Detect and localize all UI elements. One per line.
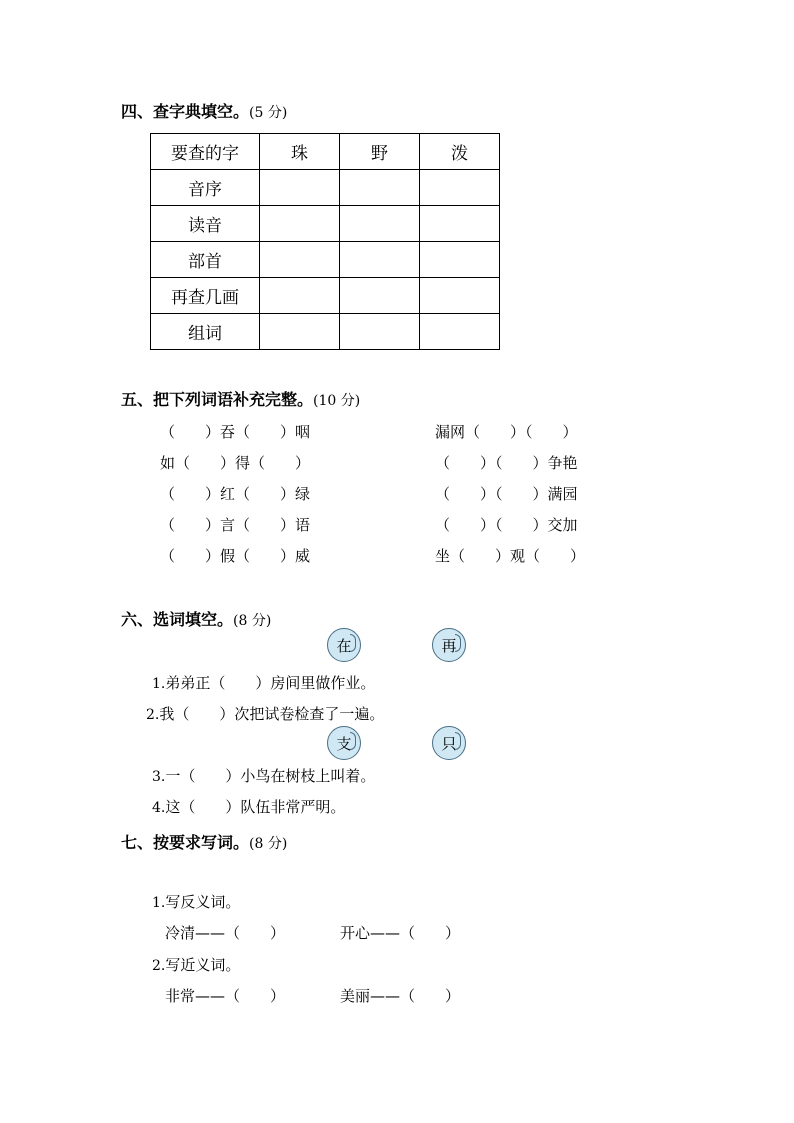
- synonym-item: 非常——（ ）: [165, 987, 286, 1005]
- prompt-number: 1.: [152, 895, 166, 911]
- section-7-title: 七、按要求写词。: [121, 833, 250, 852]
- antonym-item: 开心——（ ）: [340, 924, 461, 942]
- question-text: 我（ ）次把试卷检查了一遍。: [159, 705, 385, 723]
- answer-cell[interactable]: [420, 278, 500, 314]
- table-row: [151, 278, 500, 314]
- idiom-item: （ ）（ ）满园: [435, 485, 578, 503]
- question-2: [146, 703, 384, 724]
- answer-cell[interactable]: [260, 314, 340, 350]
- idiom-item: 漏网（ ）（ ）: [435, 423, 578, 441]
- choice-bubble: [327, 628, 361, 662]
- row-label: 再查几画: [151, 278, 260, 314]
- answer-cell[interactable]: [340, 170, 420, 206]
- row-label: 部首: [151, 242, 260, 278]
- idiom-item: （ ）（ ）交加: [435, 516, 578, 534]
- answer-cell[interactable]: [420, 206, 500, 242]
- section-6-title: 六、选词填空。: [121, 610, 234, 629]
- idiom-item: 坐（ ）观（ ）: [435, 547, 586, 565]
- question-number: 3.: [152, 769, 166, 785]
- question-number: 2.: [146, 707, 160, 723]
- choice-bubble: [327, 726, 361, 760]
- choice-bubble: [432, 628, 466, 662]
- row-label: 音序: [151, 170, 260, 206]
- question-1: [152, 672, 375, 693]
- synonym-item: 美丽——（ ）: [340, 987, 461, 1005]
- choice-word: 只: [441, 734, 457, 753]
- idiom-item: （ ）假（ ）威: [160, 547, 311, 565]
- idiom-item: （ ）红（ ）绿: [160, 485, 311, 503]
- answer-cell[interactable]: [260, 206, 340, 242]
- question-number: 1.: [152, 676, 166, 692]
- prompt-1: [152, 891, 240, 912]
- table-header-cell: 泼: [420, 134, 500, 170]
- choice-word: 再: [441, 636, 457, 655]
- choice-bubble: [432, 726, 466, 760]
- question-3: [152, 765, 375, 786]
- question-text: 一（ ）小鸟在树枝上叫着。: [165, 767, 376, 785]
- table-row: [151, 170, 500, 206]
- section-6-points: (8 分): [233, 613, 272, 629]
- section-4-points: (5 分): [249, 105, 288, 121]
- row-label: 读音: [151, 206, 260, 242]
- prompt-text: 写近义词。: [165, 956, 241, 974]
- answer-cell[interactable]: [420, 314, 500, 350]
- answer-cell[interactable]: [260, 170, 340, 206]
- question-text: 弟弟正（ ）房间里做作业。: [165, 674, 376, 692]
- bubble-curl-icon: [350, 634, 356, 652]
- table-header-cell: 珠: [260, 134, 340, 170]
- antonym-item: 冷清——（ ）: [165, 924, 286, 942]
- section-4-heading: [121, 99, 287, 122]
- dictionary-table: [150, 133, 500, 350]
- idiom-item: 如（ ）得（ ）: [160, 454, 311, 472]
- section-5-heading: [121, 387, 360, 410]
- row-label: 组词: [151, 314, 260, 350]
- section-6-heading: [121, 607, 271, 630]
- question-text: 这（ ）队伍非常严明。: [165, 798, 346, 816]
- table-header-row: [151, 134, 500, 170]
- question-4: [152, 796, 345, 817]
- answer-cell[interactable]: [340, 278, 420, 314]
- table-row: [151, 242, 500, 278]
- choice-word: 支: [336, 734, 352, 753]
- section-7-heading: [121, 830, 287, 853]
- prompt-number: 2.: [152, 958, 166, 974]
- section-7-points: (8 分): [249, 836, 288, 852]
- choice-word: 在: [336, 636, 352, 655]
- table-row: [151, 206, 500, 242]
- idiom-item: （ ）（ ）争艳: [435, 454, 578, 472]
- section-5-points: (10 分): [313, 393, 361, 409]
- prompt-text: 写反义词。: [165, 893, 241, 911]
- table-row: [151, 314, 500, 350]
- answer-cell[interactable]: [260, 278, 340, 314]
- section-4-title: 四、查字典填空。: [121, 102, 250, 121]
- answer-cell[interactable]: [420, 170, 500, 206]
- answer-cell[interactable]: [340, 314, 420, 350]
- table-header-cell: 要查的字: [151, 134, 260, 170]
- bubble-curl-icon: [455, 732, 461, 750]
- answer-cell[interactable]: [340, 242, 420, 278]
- prompt-2: [152, 954, 240, 975]
- idiom-item: （ ）言（ ）语: [160, 516, 311, 534]
- bubble-curl-icon: [350, 732, 356, 750]
- answer-cell[interactable]: [420, 242, 500, 278]
- section-5-title: 五、把下列词语补充完整。: [121, 390, 314, 409]
- idiom-item: （ ）吞（ ）咽: [160, 423, 311, 441]
- answer-cell[interactable]: [260, 242, 340, 278]
- bubble-curl-icon: [455, 634, 461, 652]
- answer-cell[interactable]: [340, 206, 420, 242]
- table-header-cell: 野: [340, 134, 420, 170]
- question-number: 4.: [152, 800, 166, 816]
